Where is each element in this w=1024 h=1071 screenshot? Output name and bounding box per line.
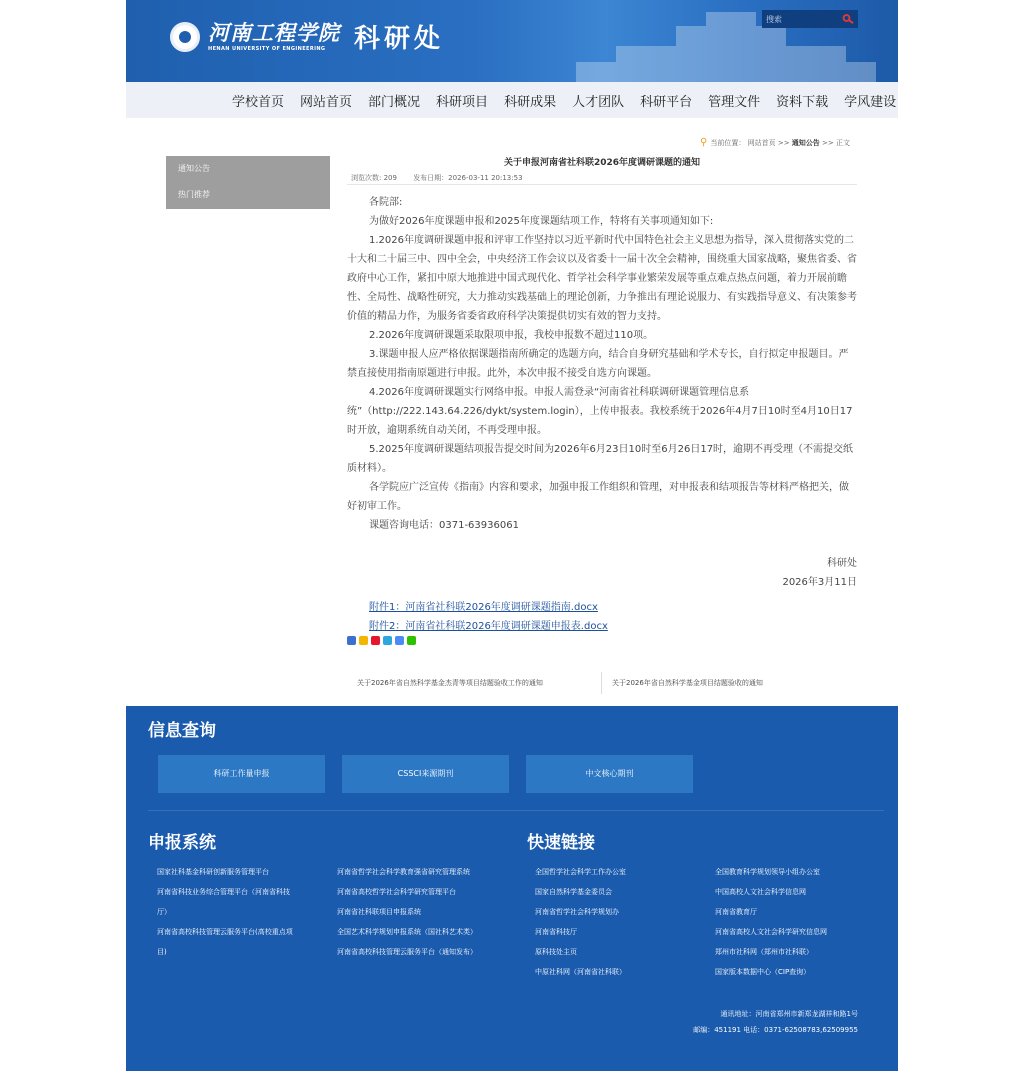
breadcrumb-home[interactable]: 网站首页 (747, 138, 776, 147)
paragraph: 为做好2026年度课题申报和2025年度课题结项工作，特将有关事项通知如下: (369, 216, 714, 227)
main-nav (126, 82, 898, 118)
system-link[interactable]: 目) (157, 948, 167, 956)
system-links-col1 (157, 862, 327, 962)
article-body (347, 193, 857, 535)
quick-link[interactable]: 中国高校人文社会科学信息网 (715, 888, 806, 896)
publish-date: 发布日期：2026-03-11 20:13:53 (413, 174, 523, 182)
signature-org: 科研处 (827, 558, 857, 569)
quick-links-col1 (535, 862, 705, 982)
system-links-col2 (337, 862, 517, 962)
signature (347, 554, 857, 592)
breadcrumb-section[interactable]: 通知公告 (791, 138, 820, 147)
sidebar-item-hot[interactable]: 热门推荐 (178, 190, 210, 199)
nav-item-documents[interactable]: 管理文件 (708, 94, 761, 110)
breadcrumb-separator: >> (822, 138, 834, 147)
paragraph: 各学院应广泛宣传《指南》内容和要求，加强申报工作组织和管理，对申报表和结项报告等材料严格把关，做好初审工作。 (347, 482, 849, 512)
quick-link[interactable]: 河南省教育厅 (715, 908, 757, 916)
share-qzone-icon[interactable] (395, 636, 404, 645)
query-section-title: 信息查询 (148, 721, 216, 741)
query-button-workload[interactable]: 科研工作量申报 (158, 755, 325, 793)
system-link[interactable]: 河南省高校科技管理云服务平台（通知发布） (337, 948, 477, 956)
quick-links-title: 快速链接 (527, 833, 595, 853)
system-link[interactable]: 国家社科基金科研创新服务管理平台 (157, 868, 269, 876)
prev-article-link[interactable]: 关于2026年省自然科学基金杰青等项目结题验收工作的通知 (347, 672, 602, 694)
paragraph: 5.2025年度调研课题结项报告提交时间为2026年6月23日10时至6月26日17时，逾期不再受理（不需提交纸质材料）。 (347, 444, 854, 474)
quick-link[interactable]: 河南省高校人文社会科学研究信息网 (715, 928, 827, 936)
footer-divider (148, 810, 884, 811)
quick-link[interactable]: 河南省科技厅 (535, 928, 577, 936)
search-icon (842, 14, 854, 24)
search-box (762, 10, 858, 28)
paragraph: 各院部: (369, 197, 403, 208)
share-more-icon[interactable] (347, 636, 356, 645)
article-meta (347, 171, 857, 185)
location-pin-icon: ⚲ (700, 137, 708, 148)
nav-item-overview[interactable]: 部门概况 (368, 94, 421, 110)
breadcrumb (700, 137, 850, 148)
search-button[interactable] (838, 10, 858, 28)
sidebar (166, 156, 330, 209)
article-title: 关于申报河南省社科联2026年度调研课题的通知 (503, 158, 701, 168)
contact-text: 邮编：451191 电话：0371-62508783,62509955 (693, 1026, 858, 1034)
paragraph: 1.2026年度调研课题申报和评审工作坚持以习近平新时代中国特色社会主义思想为指导，深入贯彻落实党的二十大和二十届三中、四中全会，中央经济工作会议以及省委十一届十次全会精神，围绕重大国家战略，聚焦省委、省政府中心工作，紧扣中原大地推进中国式现代化、哲学社会科学事业繁荣发展等重点难点热点问题，着力开展前瞻性、全局性、战略性研究，大力推动实践基础上的理论创新，力争推出有理论说服力、有实践指导意义、有决策参考价值的精品力作，为服务省委省政府科学决策提供切实有效的智力支持。 (347, 235, 857, 322)
query-button-core-journals[interactable]: 中文核心期刊 (526, 755, 693, 793)
paragraph: 课题咨询电话：0371-63936061 (369, 520, 519, 531)
share-tencent-icon[interactable] (383, 636, 392, 645)
site-footer (126, 706, 898, 1071)
school-name-en: HENAN UNIVERSITY OF ENGINEERING (208, 45, 326, 52)
quick-link[interactable]: 原科技处主页 (535, 948, 577, 956)
related-articles (347, 672, 857, 694)
department-name: 科研处 (354, 24, 445, 54)
paragraph: 4.2026年度调研课题实行网络申报。申报人需登录“河南省社科联调研课题管理信息系统”（http://222.143.64.226/dykt/system.login），上传申报表。我校系统于2026年4月7日10时至4月10日17时开放，逾期系统自动关闭，不再受理申报。 (347, 387, 853, 436)
school-name-cn: 河南工程学院 (208, 19, 340, 45)
paragraph: 2.2026年度调研课题采取限项申报，我校申报数不超过110项。 (369, 330, 654, 341)
site-header (126, 0, 898, 82)
system-link[interactable]: 河南省高校哲学社会科学研究管理平台 (337, 888, 456, 896)
breadcrumb-separator: >> (777, 138, 790, 147)
query-button-cssci[interactable]: CSSCI来源期刊 (342, 755, 509, 793)
paragraph: 3.课题申报人应严格依据课题指南所确定的选题方向，结合自身研究基础和学术专长，自行拟定申报题目。严禁直接使用指南原题进行申报。此外，本次申报不接受自选方向课题。 (347, 349, 849, 379)
nav-item-site-home[interactable]: 网站首页 (300, 94, 353, 110)
share-favorite-icon[interactable] (359, 636, 368, 645)
system-link[interactable]: 河南省社科联项目申报系统 (337, 908, 421, 916)
nav-item-projects[interactable]: 科研项目 (436, 94, 489, 110)
address-text: 通讯地址：河南省郑州市新郑龙湖祥和路1号 (720, 1010, 858, 1018)
breadcrumb-prefix: 当前位置： (710, 138, 746, 147)
nav-item-achievements[interactable]: 科研成果 (504, 94, 557, 110)
quick-link[interactable]: 全国哲学社会科学工作办公室 (535, 868, 626, 876)
signature-date: 2026年3月11日 (782, 577, 857, 588)
system-link[interactable]: 河南省高校科技管理云服务平台(高校重点项 (157, 928, 293, 936)
school-logo[interactable] (170, 18, 444, 55)
breadcrumb-current: 正文 (836, 138, 850, 147)
attachments (347, 598, 857, 636)
quick-link[interactable]: 全国教育科学规划领导小组办公室 (715, 868, 820, 876)
quick-link[interactable]: 国家自然科学基金委员会 (535, 888, 612, 896)
nav-item-talent[interactable]: 人才团队 (572, 94, 625, 110)
quick-links-col2 (715, 862, 885, 982)
share-bar (347, 636, 857, 645)
school-seal-icon (170, 22, 200, 52)
quick-link[interactable]: 郑州市社科网（郑州市社科联） (715, 948, 813, 956)
system-link[interactable]: 全国艺术科学规划申报系统（国社科艺术类） (337, 928, 477, 936)
view-count: 浏览次数: 209 (351, 174, 397, 182)
nav-item-downloads[interactable]: 资料下载 (776, 94, 829, 110)
nav-item-platform[interactable]: 科研平台 (640, 94, 693, 110)
next-article-link[interactable]: 关于2026年省自然科学基金项目结题验收的通知 (612, 679, 763, 687)
system-link[interactable]: 厅） (157, 908, 171, 916)
share-weibo-icon[interactable] (371, 636, 380, 645)
quick-link[interactable]: 国家版本数据中心（CIP查询） (715, 968, 811, 976)
attachment-link[interactable]: 附件1：河南省社科联2026年度调研课题指南.docx (369, 602, 598, 613)
quick-link[interactable]: 中原社科网（河南省社科联） (535, 968, 626, 976)
footer-address (693, 1006, 858, 1038)
search-input[interactable] (762, 10, 838, 28)
system-link[interactable]: 河南省科技业务综合管理平台（河南省科技 (157, 888, 290, 896)
article (347, 155, 857, 645)
quick-link[interactable]: 河南省哲学社会科学规划办 (535, 908, 619, 916)
attachment-link[interactable]: 附件2：河南省社科联2026年度调研课题申报表.docx (369, 621, 608, 632)
system-section-title: 申报系统 (148, 833, 216, 853)
nav-item-school-home[interactable]: 学校首页 (232, 94, 285, 110)
system-link[interactable]: 河南省哲学社会科学教育强省研究管理系统 (337, 868, 470, 876)
share-wechat-icon[interactable] (407, 636, 416, 645)
sidebar-item-notices[interactable]: 通知公告 (178, 164, 210, 173)
query-buttons (158, 755, 693, 793)
nav-item-ethics[interactable]: 学风建设 (844, 94, 897, 110)
